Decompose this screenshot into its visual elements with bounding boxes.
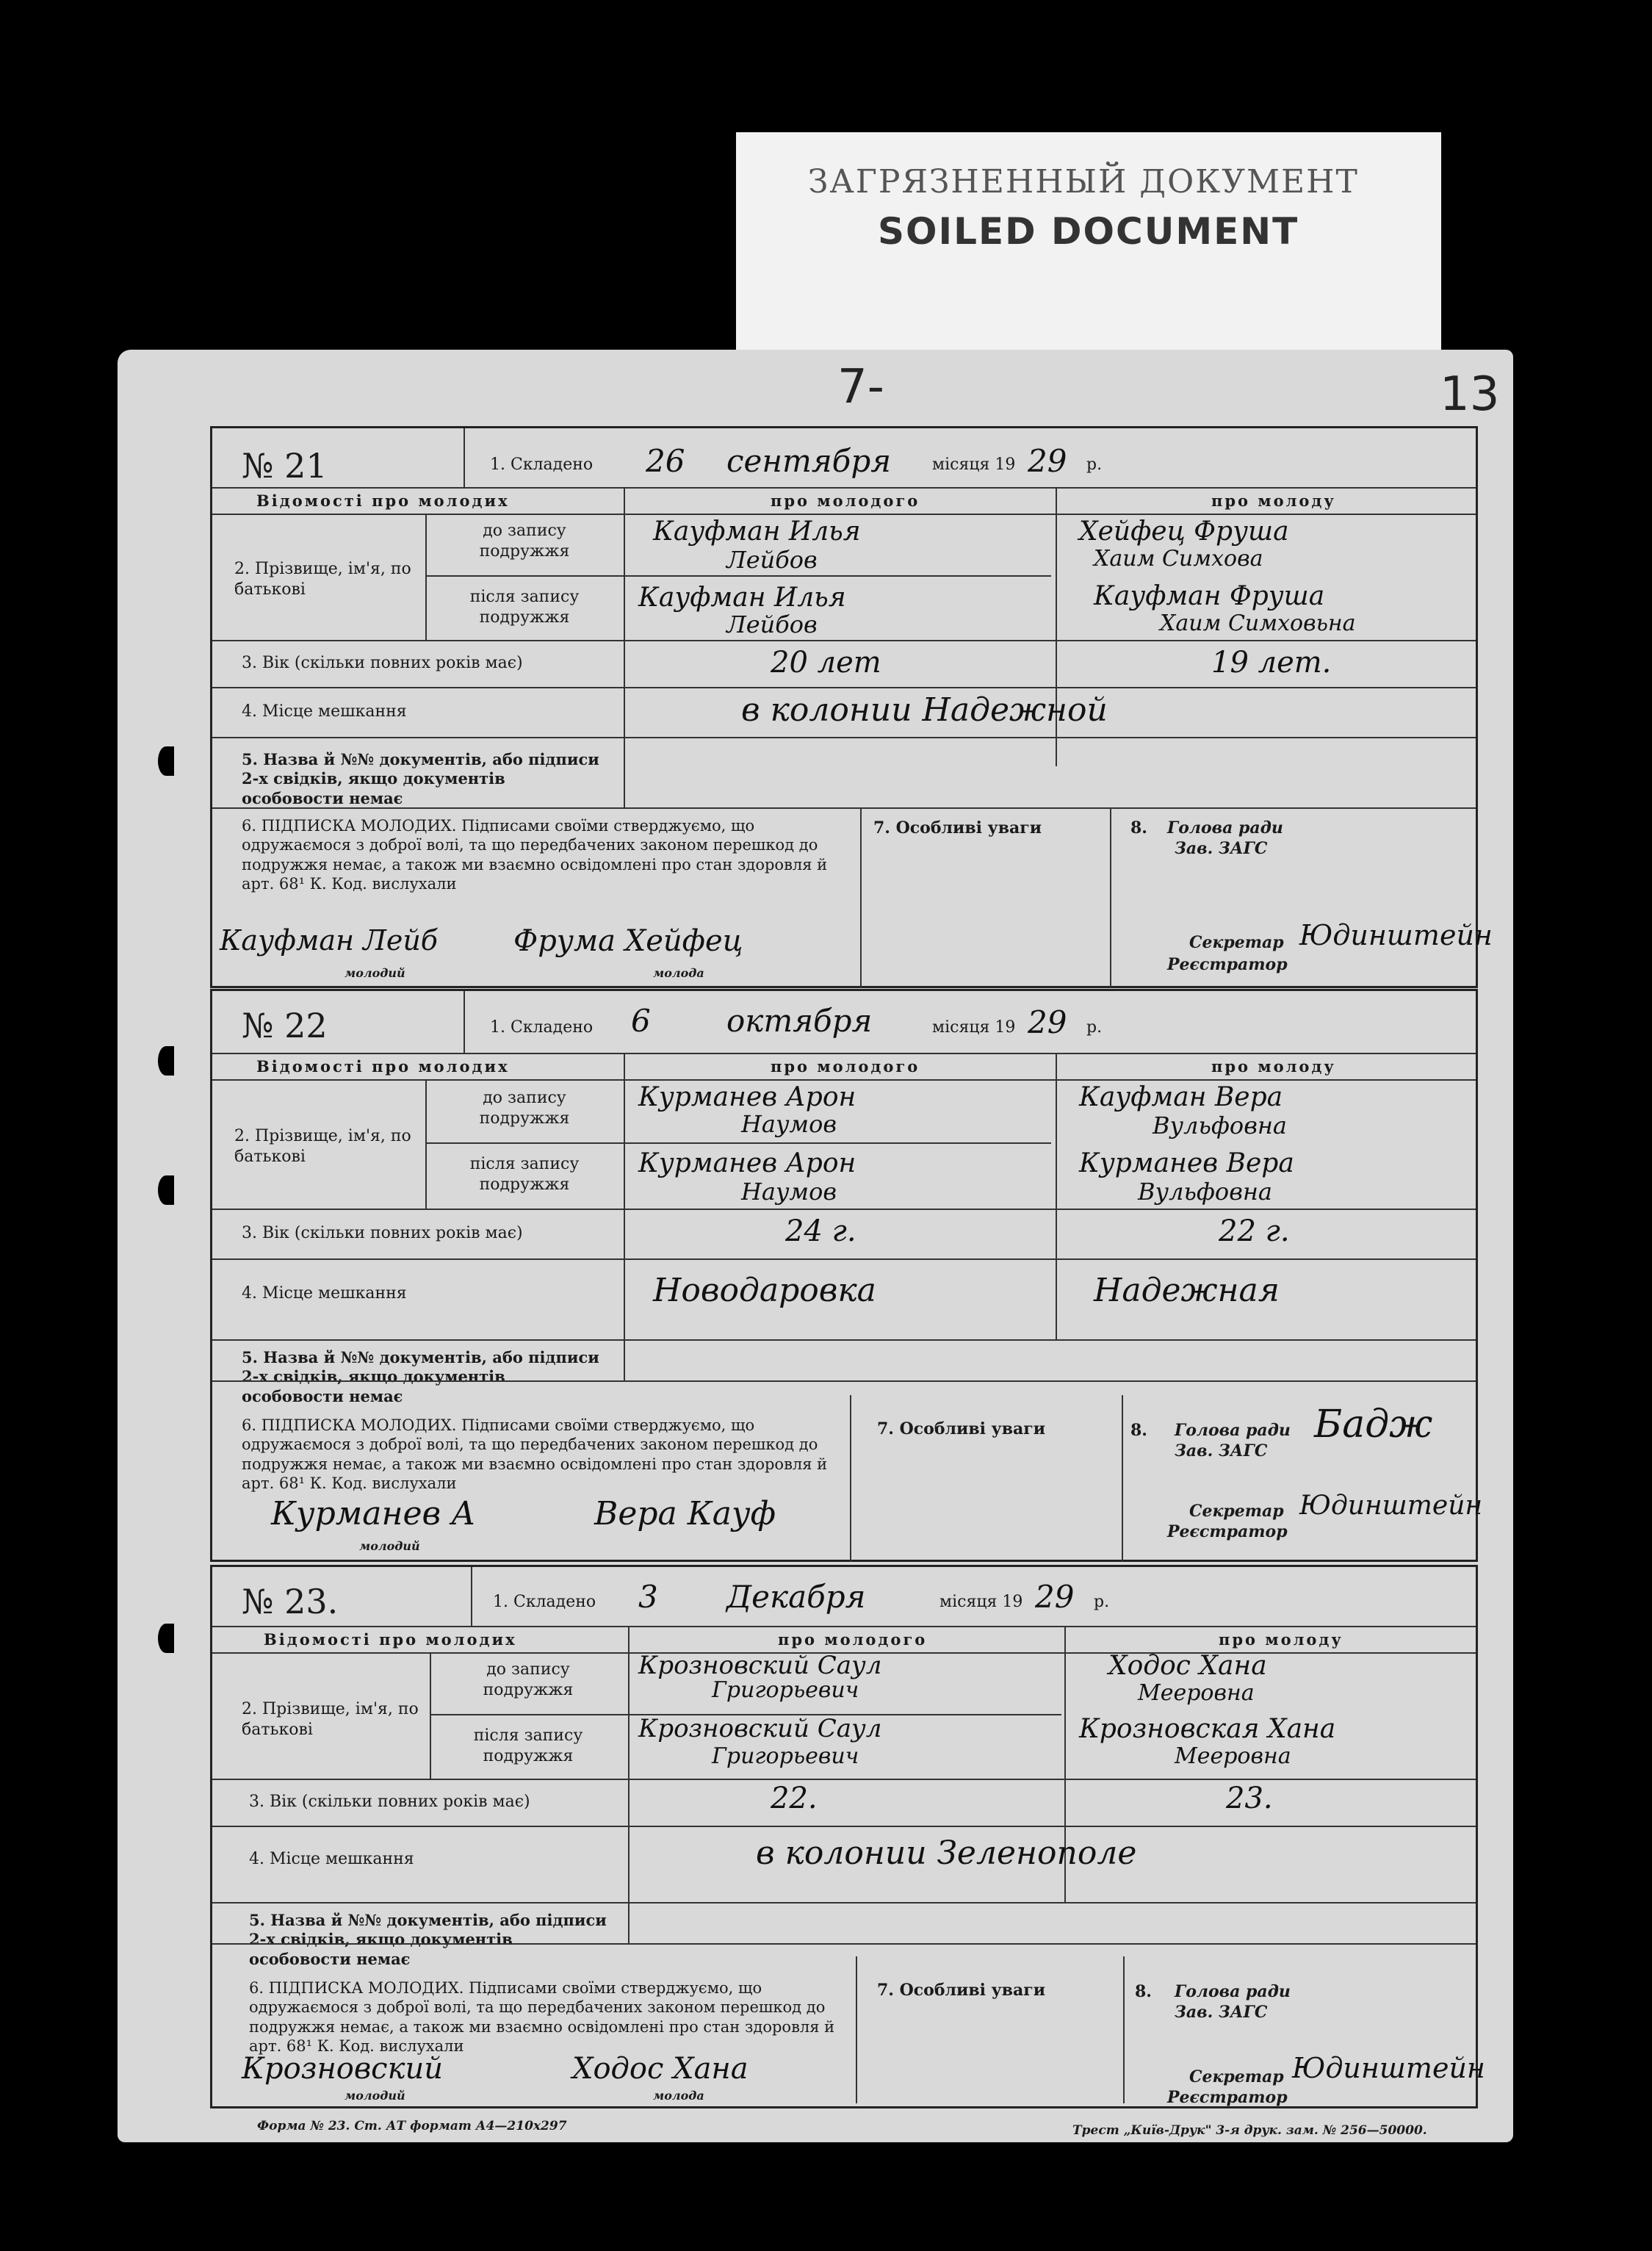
officials-num: 8. bbox=[1130, 1421, 1147, 1440]
before-marriage-label: до запису подружжя bbox=[479, 522, 570, 561]
head-signature: Бадж bbox=[1314, 1402, 1433, 1447]
notes-label: 7. Особливі уваги bbox=[873, 818, 1042, 838]
bride-sig-label: молода bbox=[653, 2089, 704, 2103]
residence-label: 4. Місце мешкання bbox=[249, 1850, 414, 1868]
documents-label: 5. Назва й №№ документів, або підписи 2-х свідків, якщо документів особовости немає bbox=[242, 750, 599, 807]
bride-age: 22 г. bbox=[1219, 1214, 1290, 1248]
record-day: 6 bbox=[631, 1003, 651, 1039]
groom-header: про молодого bbox=[771, 1057, 920, 1076]
secretary-label: Секретар bbox=[1189, 1502, 1284, 1521]
residence-label: 4. Місце мешкання bbox=[242, 1284, 407, 1303]
composed-label: 1. Складено bbox=[490, 455, 594, 474]
registrar-label: Реєстратор bbox=[1167, 1522, 1288, 1541]
groom-header: про молодого bbox=[771, 491, 920, 510]
punch-hole bbox=[158, 746, 174, 776]
form-footer: Форма № 23. Ст. АТ формат А4—210x297 bbox=[257, 2119, 567, 2133]
composed-label: 1. Складено bbox=[490, 1018, 594, 1037]
name-label: 2. Прізвище, ім'я, по батькові bbox=[242, 1700, 419, 1739]
head-label: Голова ради bbox=[1175, 1982, 1291, 2001]
bride-after-name: Крозновская Хана bbox=[1079, 1714, 1336, 1744]
month-year-label: місяця 19 bbox=[932, 1018, 1016, 1037]
head-label: Голова ради bbox=[1167, 818, 1283, 838]
notes-label: 7. Особливі уваги bbox=[877, 1981, 1046, 2000]
record-month: Декабря bbox=[726, 1579, 866, 1615]
groom-residence: Новодаровка bbox=[653, 1272, 876, 1309]
page-number-right: 13 bbox=[1440, 367, 1500, 422]
before-marriage-label: до запису подружжя bbox=[483, 1660, 574, 1699]
residence: в колонии Надежной bbox=[741, 691, 1108, 729]
bride-before-name: Хейфец Фруша bbox=[1079, 516, 1289, 547]
record-year: 29 bbox=[1028, 443, 1067, 479]
before-marriage-label: до запису подружжя bbox=[479, 1089, 570, 1128]
groom-after-name: Крозновский Саул bbox=[638, 1714, 882, 1743]
bride-before-patronymic: Хаим Симхова bbox=[1094, 546, 1263, 572]
residence: в колонии Зеленополе bbox=[756, 1834, 1137, 1872]
record-21 bbox=[210, 426, 1493, 988]
groom-after-name: Курманев Арон bbox=[638, 1148, 856, 1178]
bride-before-name: Ходос Хана bbox=[1108, 1651, 1267, 1681]
secretary-label: Секретар bbox=[1189, 933, 1284, 952]
groom-before-name: Курманев Арон bbox=[638, 1082, 856, 1112]
groom-signature: Кауфман Лейб bbox=[220, 924, 438, 957]
record-number: № 21 bbox=[242, 446, 328, 486]
groom-before-patronymic: Наумов bbox=[741, 1110, 837, 1138]
officials-num: 8. bbox=[1135, 1982, 1152, 2001]
groom-signature: Крозновский bbox=[242, 2052, 443, 2086]
name-label: 2. Прізвище, ім'я, по батькові bbox=[234, 560, 411, 599]
record-22 bbox=[210, 989, 1483, 1562]
groom-age: 20 лет bbox=[771, 646, 881, 680]
secretary-signature: Юдинштейн bbox=[1292, 2052, 1485, 2084]
info-header: Відомості про молодих bbox=[256, 1057, 510, 1076]
groom-sig-label: молодий bbox=[345, 966, 405, 980]
groom-before-patronymic: Лейбов bbox=[726, 546, 818, 574]
record-month: октября bbox=[726, 1003, 873, 1039]
groom-signature: Курманев А bbox=[271, 1495, 476, 1533]
bride-header: про молоду bbox=[1211, 1057, 1336, 1076]
officials-num: 8. bbox=[1130, 818, 1147, 838]
printer-footer: Трест „Київ-Друк" 3-я друк. зам. № 256—50000. bbox=[1072, 2123, 1427, 2138]
documents-label: 5. Назва й №№ документів, або підписи 2-х свідків, якщо документів особовости немає bbox=[249, 1911, 607, 1968]
punch-hole bbox=[158, 1046, 174, 1076]
stamp-text-en: SOILED DOCUMENT bbox=[878, 210, 1299, 253]
groom-after-patronymic: Лейбов bbox=[726, 611, 818, 638]
bride-before-patronymic: Мееровна bbox=[1138, 1680, 1255, 1706]
bride-signature: Вера Кауф bbox=[594, 1495, 776, 1533]
zags-label: Зав. ЗАГС bbox=[1175, 2003, 1268, 2022]
bride-header: про молоду bbox=[1219, 1630, 1343, 1649]
groom-age: 24 г. bbox=[785, 1214, 856, 1248]
groom-header: про молодого bbox=[778, 1630, 928, 1649]
secretary-label: Секретар bbox=[1189, 2067, 1284, 2086]
groom-before-name: Кауфман Илья bbox=[653, 516, 861, 547]
bride-age: 23. bbox=[1226, 1782, 1273, 1815]
year-suffix: р. bbox=[1086, 1018, 1103, 1037]
groom-before-name: Крозновский Саул bbox=[638, 1651, 882, 1680]
groom-sig-label: молодий bbox=[359, 1539, 420, 1553]
composed-label: 1. Складено bbox=[493, 1593, 596, 1611]
record-number: № 22 bbox=[242, 1006, 328, 1045]
bride-after-patronymic: Мееровна bbox=[1175, 1743, 1291, 1769]
record-year: 29 bbox=[1035, 1579, 1075, 1615]
page-number-top: 7- bbox=[837, 360, 884, 414]
zags-label: Зав. ЗАГС bbox=[1175, 1441, 1268, 1461]
year-suffix: р. bbox=[1094, 1593, 1110, 1611]
registrar-label: Реєстратор bbox=[1167, 955, 1288, 974]
punch-hole bbox=[158, 1624, 174, 1653]
groom-sig-label: молодий bbox=[345, 2089, 405, 2103]
age-label: 3. Вік (скільки повних років має) bbox=[249, 1793, 530, 1811]
bride-sig-label: молода bbox=[653, 966, 704, 980]
bride-after-patronymic: Хаим Симховьна bbox=[1160, 611, 1356, 636]
bride-header: про молоду bbox=[1211, 491, 1336, 510]
year-suffix: р. bbox=[1086, 455, 1103, 474]
groom-after-patronymic: Григорьевич bbox=[712, 1743, 859, 1769]
groom-before-patronymic: Григорьевич bbox=[712, 1677, 859, 1703]
groom-after-patronymic: Наумов bbox=[741, 1178, 837, 1206]
info-header: Відомості про молодих bbox=[264, 1630, 517, 1649]
residence-label: 4. Місце мешкання bbox=[242, 702, 407, 721]
month-year-label: місяця 19 bbox=[939, 1593, 1023, 1611]
bride-signature: Ходос Хана bbox=[572, 2052, 749, 2086]
stamp-text-ru: ЗАГРЯЗНЕННЫЙ ДОКУМЕНТ bbox=[808, 163, 1359, 201]
bride-after-name: Курманев Вера bbox=[1079, 1148, 1294, 1178]
notes-label: 7. Особливі уваги bbox=[877, 1419, 1046, 1438]
bride-before-patronymic: Вульфовна bbox=[1153, 1112, 1287, 1139]
groom-age: 22. bbox=[771, 1782, 818, 1815]
age-label: 3. Вік (скільки повних років має) bbox=[242, 1224, 523, 1242]
secretary-signature: Юдинштейн bbox=[1299, 919, 1493, 951]
punch-hole bbox=[158, 1175, 174, 1205]
name-label: 2. Прізвище, ім'я, по батькові bbox=[234, 1127, 411, 1166]
bride-signature: Фрума Хейфец bbox=[513, 924, 743, 958]
bride-after-patronymic: Вульфовна bbox=[1138, 1178, 1272, 1206]
head-label: Голова ради bbox=[1175, 1421, 1291, 1440]
info-header: Відомості про молодих bbox=[256, 491, 510, 510]
age-label: 3. Вік (скільки повних років має) bbox=[242, 654, 523, 672]
after-marriage-label: після запису подружжя bbox=[473, 1726, 583, 1765]
record-number: № 23. bbox=[242, 1582, 339, 1621]
month-year-label: місяця 19 bbox=[932, 455, 1016, 474]
record-year: 29 bbox=[1028, 1004, 1067, 1040]
documents-label: 5. Назва й №№ документів, або підписи 2-х свідків, якщо документів особовости немає bbox=[242, 1348, 599, 1405]
pledge-label: 6. ПІДПИСКА МОЛОДИХ. Підписами своїми стверджуємо, що одружаємося з доброї волі, та що передбачених законом перешкод до подружжя немає, а також ми взаємно освідомлені про стан здоровля й арт. 68¹ К. Код. вислухали bbox=[249, 1979, 835, 2055]
pledge-label: 6. ПІДПИСКА МОЛОДИХ. Підписами своїми стверджуємо, що одружаємося з доброї волі, та що передбачених законом перешкод до подружжя немає, а також ми взаємно освідомлені про стан здоровля й арт. 68¹ К. Код. вислухали bbox=[242, 817, 828, 893]
bride-before-name: Кауфман Вера bbox=[1079, 1082, 1283, 1112]
registrar-label: Реєстратор bbox=[1167, 2088, 1288, 2107]
groom-after-name: Кауфман Илья bbox=[638, 583, 846, 613]
pledge-label: 6. ПІДПИСКА МОЛОДИХ. Підписами своїми стверджуємо, що одружаємося з доброї волі, та що передбачених законом перешкод до подружжя немає, а також ми взаємно освідомлені про стан здоровля й арт. 68¹ К. Код. вислухали bbox=[242, 1416, 828, 1492]
zags-label: Зав. ЗАГС bbox=[1175, 839, 1268, 858]
bride-residence: Надежная bbox=[1094, 1272, 1280, 1309]
secretary-signature: Юдинштейн bbox=[1299, 1491, 1483, 1521]
record-23 bbox=[210, 1565, 1485, 2108]
after-marriage-label: після запису подружжя bbox=[469, 588, 580, 627]
record-day: 26 bbox=[646, 443, 685, 479]
bride-after-name: Кауфман Фруша bbox=[1094, 581, 1325, 611]
after-marriage-label: після запису подружжя bbox=[469, 1155, 580, 1194]
record-day: 3 bbox=[638, 1579, 658, 1615]
record-month: сентября bbox=[726, 443, 892, 479]
bride-age: 19 лет. bbox=[1211, 646, 1332, 680]
